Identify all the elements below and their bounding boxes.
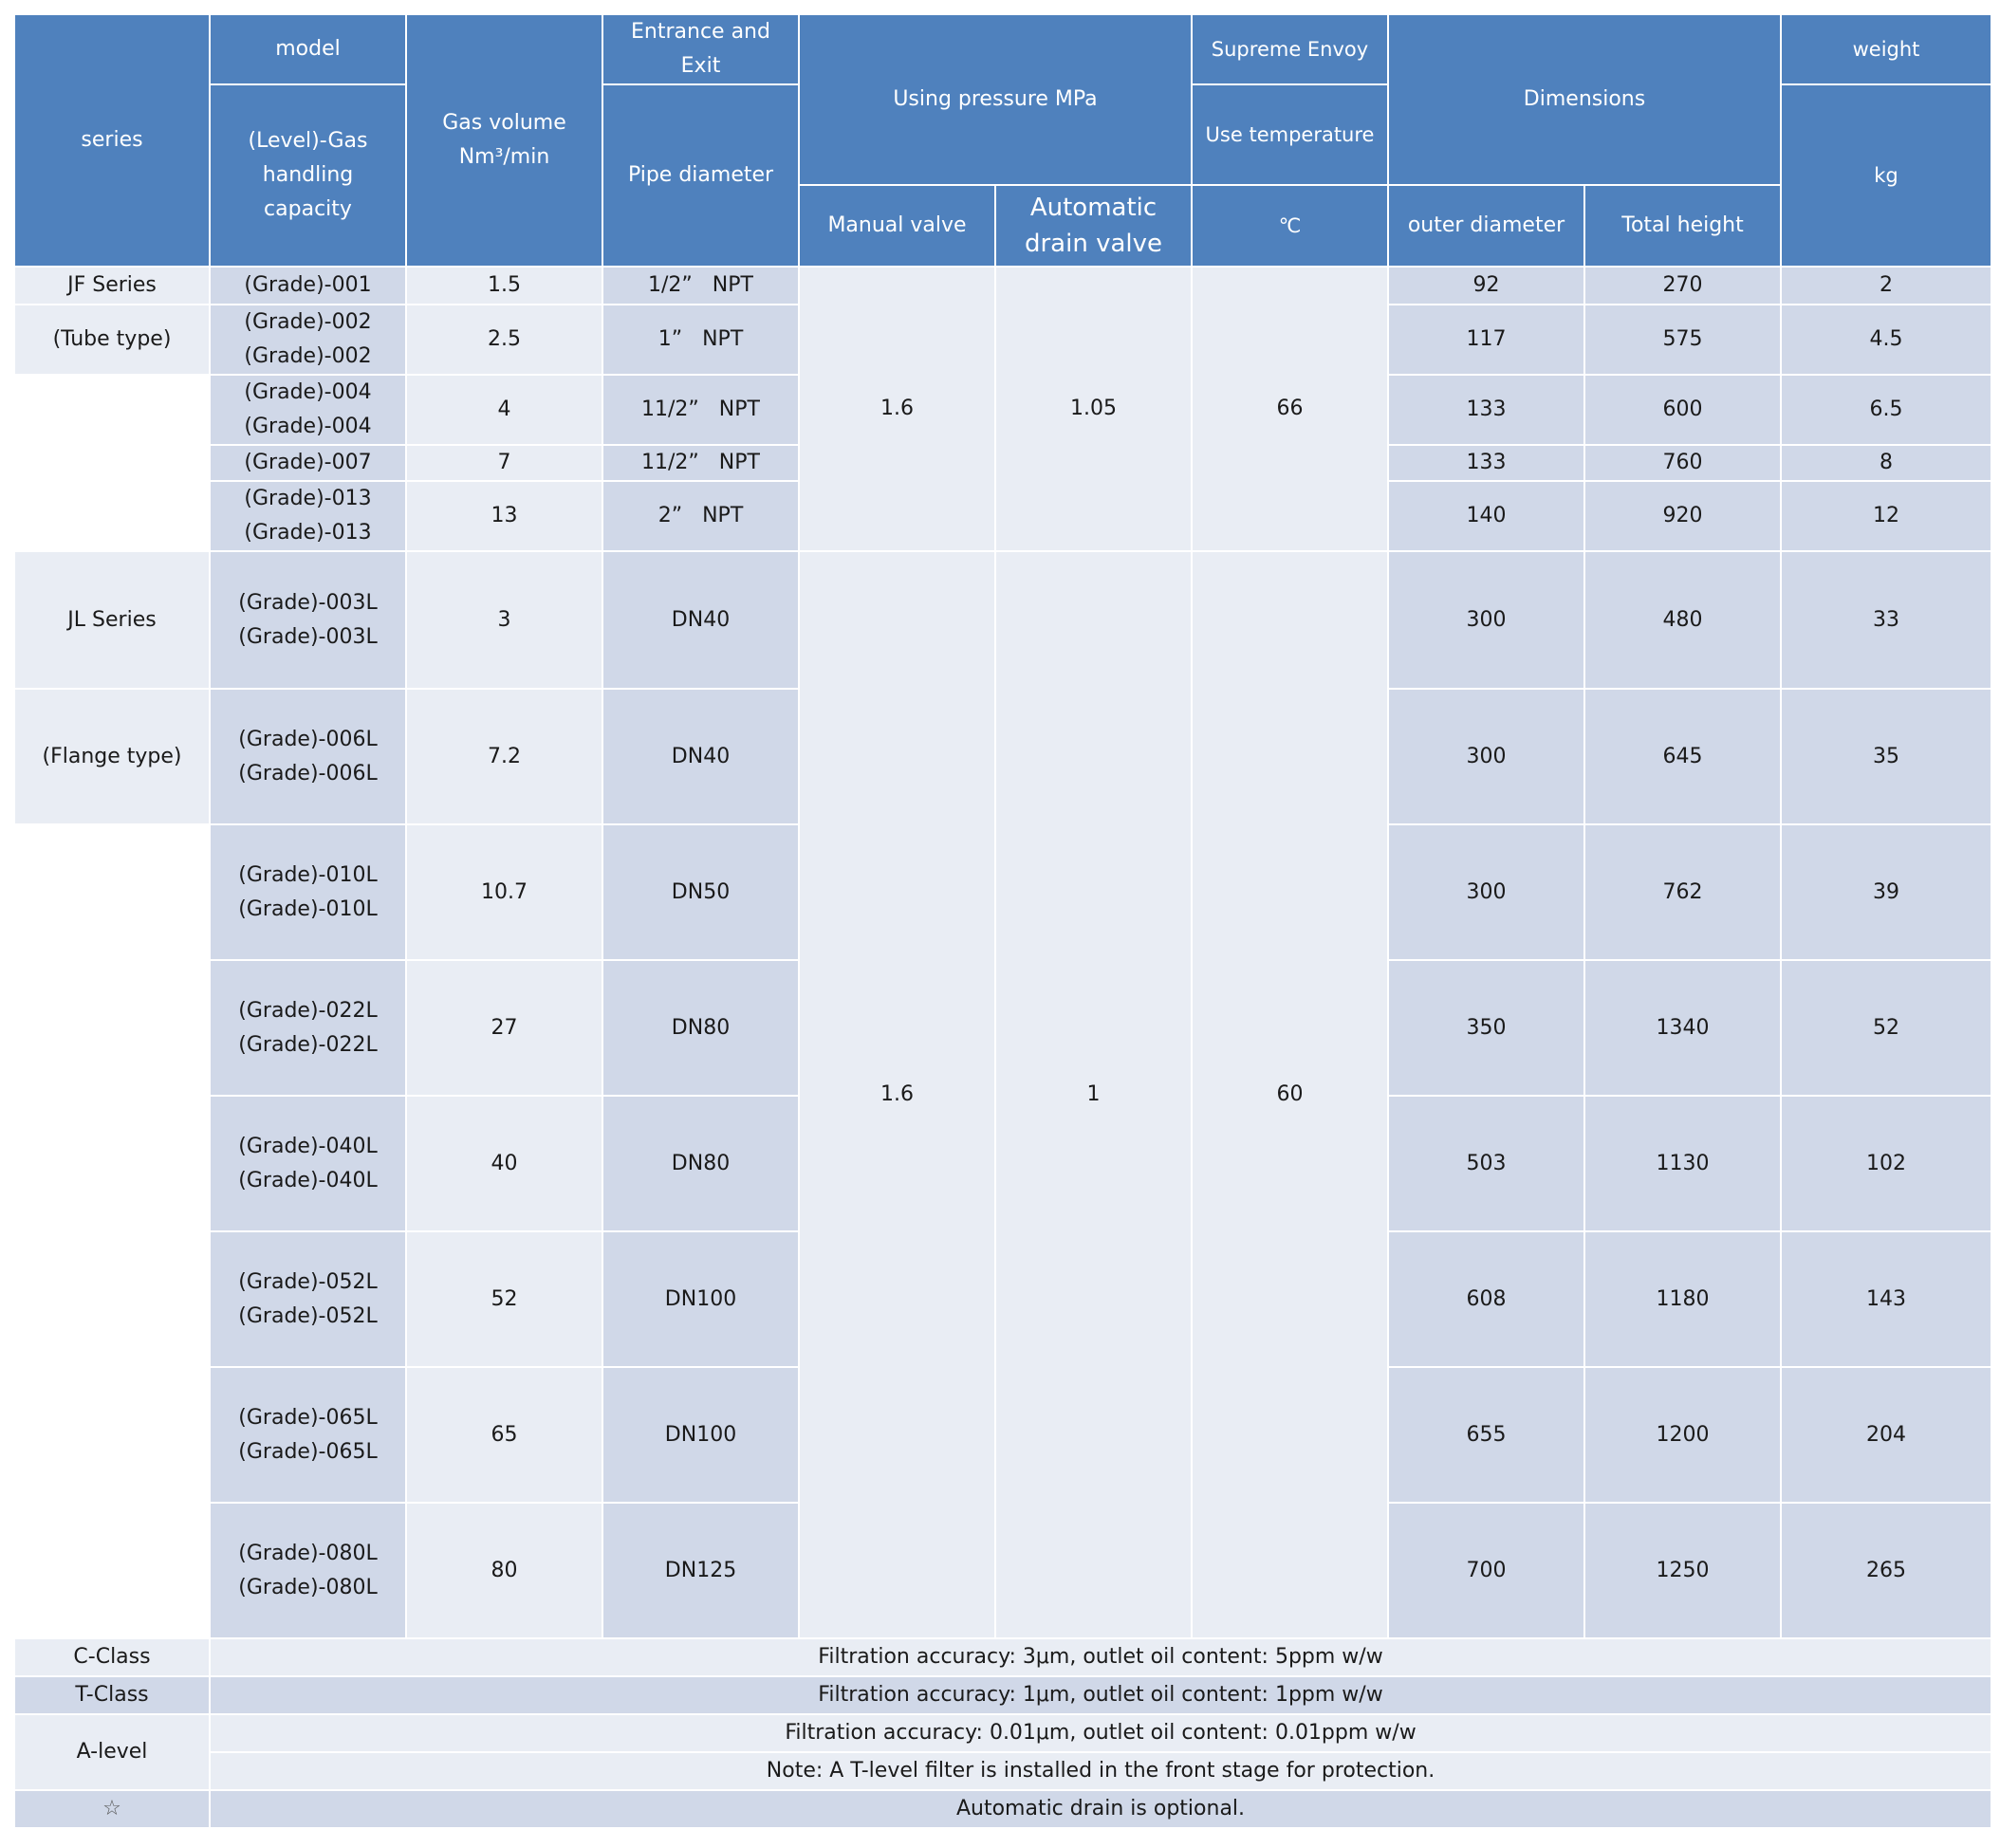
- pipe-cell: DN40: [602, 689, 799, 824]
- model-line: (Grade)-040L: [238, 1168, 378, 1192]
- model-cell: (Grade)-001: [210, 267, 406, 305]
- gas-cell: 52: [406, 1231, 602, 1367]
- model-cell: [210, 689, 406, 824]
- height-cell: 480: [1584, 551, 1781, 689]
- weight-cell: 143: [1781, 1231, 1991, 1367]
- jf-auto-drain-cell: 1.05: [995, 267, 1192, 551]
- height-cell: 1250: [1584, 1503, 1781, 1638]
- jf-manual-valve-cell: 1.6: [799, 267, 995, 551]
- weight-cell: 102: [1781, 1096, 1991, 1231]
- pipe-cell: 11/2” NPT: [602, 375, 799, 445]
- table-row: [14, 551, 1991, 689]
- model-line: (Grade)-052L: [238, 1303, 378, 1328]
- od-cell: 300: [1388, 689, 1584, 824]
- jl-manual-valve-cell: 1.6: [799, 551, 995, 1638]
- weight-cell: 6.5: [1781, 375, 1991, 445]
- height-cell: 1130: [1584, 1096, 1781, 1231]
- note-row-star: [14, 1790, 1991, 1828]
- od-cell: 700: [1388, 1503, 1584, 1638]
- header-supreme-envoy: Supreme Envoy: [1192, 14, 1388, 84]
- header-gas-volume-unit: Nm³/min: [458, 145, 550, 169]
- model-line: (Grade)-003L: [238, 624, 378, 649]
- gas-cell: 3: [406, 551, 602, 689]
- header-pipe-diameter: Pipe diameter: [602, 84, 799, 267]
- weight-cell: 12: [1781, 481, 1991, 551]
- gas-cell: 13: [406, 481, 602, 551]
- star-icon: ☆: [14, 1790, 210, 1828]
- header-series: series: [14, 14, 210, 267]
- spec-table: [13, 13, 1992, 1829]
- od-cell: 350: [1388, 960, 1584, 1096]
- height-cell: 920: [1584, 481, 1781, 551]
- height-cell: 1340: [1584, 960, 1781, 1096]
- series-blank-cell: [14, 375, 210, 551]
- model-line: (Grade)-002: [244, 344, 372, 368]
- a-level-label: A-level: [14, 1714, 210, 1790]
- c-class-text: Filtration accuracy: 3μm, outlet oil content: 5ppm w/w: [210, 1638, 1991, 1676]
- model-line: (Grade)-040L: [238, 1134, 378, 1158]
- model-line: (Grade)-080L: [238, 1575, 378, 1599]
- series-type-cell: (Flange type): [14, 689, 210, 824]
- height-cell: 762: [1584, 824, 1781, 960]
- gas-cell: 10.7: [406, 824, 602, 960]
- model-line: (Grade)-006L: [238, 761, 378, 785]
- height-cell: 575: [1584, 305, 1781, 375]
- model-cell: [210, 1503, 406, 1638]
- header-weight: weight: [1781, 14, 1991, 84]
- series-type-cell: (Tube type): [14, 305, 210, 375]
- weight-cell: 8: [1781, 445, 1991, 481]
- pipe-cell: DN100: [602, 1231, 799, 1367]
- gas-cell: 27: [406, 960, 602, 1096]
- pipe-cell: 1/2” NPT: [602, 267, 799, 305]
- header-auto-drain: Automatic drain valve: [995, 185, 1192, 267]
- header-manual-valve: Manual valve: [799, 185, 995, 267]
- header-gas-volume-label: Gas volume: [442, 111, 566, 135]
- model-line: (Grade)-006L: [238, 727, 378, 751]
- od-cell: 133: [1388, 375, 1584, 445]
- header-dimensions: Dimensions: [1388, 14, 1781, 185]
- gas-cell: 7.2: [406, 689, 602, 824]
- model-line: (Grade)-010L: [238, 862, 378, 887]
- pipe-cell: 1” NPT: [602, 305, 799, 375]
- gas-cell: 7: [406, 445, 602, 481]
- weight-cell: 35: [1781, 689, 1991, 824]
- od-cell: 300: [1388, 824, 1584, 960]
- header-model-sub: (Level)-Gas handling capacity: [210, 84, 406, 267]
- model-line: (Grade)-010L: [238, 896, 378, 921]
- weight-cell: 265: [1781, 1503, 1991, 1638]
- model-line: (Grade)-002: [244, 310, 372, 334]
- weight-cell: 204: [1781, 1367, 1991, 1503]
- pipe-cell: DN80: [602, 1096, 799, 1231]
- model-cell: [210, 551, 406, 689]
- model-cell: [210, 481, 406, 551]
- weight-cell: 39: [1781, 824, 1991, 960]
- pipe-cell: DN50: [602, 824, 799, 960]
- model-line: (Grade)-003L: [238, 590, 378, 615]
- jl-auto-drain-cell: 1: [995, 551, 1192, 1638]
- model-line: (Grade)-013: [244, 521, 372, 545]
- model-cell: [210, 375, 406, 445]
- gas-cell: 2.5: [406, 305, 602, 375]
- height-cell: 1180: [1584, 1231, 1781, 1367]
- star-note-text: Automatic drain is optional.: [210, 1790, 1991, 1828]
- note-row-t-class: [14, 1676, 1991, 1714]
- model-line: (Grade)-022L: [238, 998, 378, 1023]
- header-row-1: [14, 14, 1991, 84]
- header-use-temperature: Use temperature: [1192, 84, 1388, 185]
- od-cell: 655: [1388, 1367, 1584, 1503]
- pipe-cell: DN100: [602, 1367, 799, 1503]
- t-class-text: Filtration accuracy: 1μm, outlet oil content: 1ppm w/w: [210, 1676, 1991, 1714]
- height-cell: 270: [1584, 267, 1781, 305]
- weight-cell: 52: [1781, 960, 1991, 1096]
- header-gas-volume: [406, 14, 602, 267]
- pipe-cell: DN80: [602, 960, 799, 1096]
- note-row-c-class: [14, 1638, 1991, 1676]
- weight-cell: 4.5: [1781, 305, 1991, 375]
- model-cell: [210, 1096, 406, 1231]
- c-class-label: C-Class: [14, 1638, 210, 1676]
- pipe-cell: 11/2” NPT: [602, 445, 799, 481]
- note-row-a-level-note: [14, 1752, 1991, 1790]
- od-cell: 117: [1388, 305, 1584, 375]
- od-cell: 133: [1388, 445, 1584, 481]
- weight-cell: 2: [1781, 267, 1991, 305]
- model-cell: [210, 1231, 406, 1367]
- series-cell: JF Series: [14, 267, 210, 305]
- weight-cell: 33: [1781, 551, 1991, 689]
- od-cell: 300: [1388, 551, 1584, 689]
- header-outer-diameter: outer diameter: [1388, 185, 1584, 267]
- gas-cell: 80: [406, 1503, 602, 1638]
- model-cell: (Grade)-007: [210, 445, 406, 481]
- header-weight-unit: kg: [1781, 84, 1991, 267]
- model-cell: [210, 824, 406, 960]
- header-temp-unit: ℃: [1192, 185, 1388, 267]
- note-row-a-level: [14, 1714, 1991, 1752]
- model-cell: [210, 305, 406, 375]
- model-cell: [210, 1367, 406, 1503]
- pipe-cell: DN40: [602, 551, 799, 689]
- model-line: (Grade)-013: [244, 487, 372, 510]
- table-row: [14, 267, 1991, 305]
- gas-cell: 1.5: [406, 267, 602, 305]
- od-cell: 503: [1388, 1096, 1584, 1231]
- height-cell: 600: [1584, 375, 1781, 445]
- model-line: (Grade)-065L: [238, 1439, 378, 1464]
- height-cell: 760: [1584, 445, 1781, 481]
- od-cell: 608: [1388, 1231, 1584, 1367]
- model-line: (Grade)-004: [244, 380, 372, 404]
- pipe-cell: 2” NPT: [602, 481, 799, 551]
- od-cell: 140: [1388, 481, 1584, 551]
- series-blank-cell: [14, 824, 210, 1638]
- model-line: (Grade)-052L: [238, 1269, 378, 1294]
- height-cell: 1200: [1584, 1367, 1781, 1503]
- pipe-cell: DN125: [602, 1503, 799, 1638]
- od-cell: 92: [1388, 267, 1584, 305]
- model-line: (Grade)-004: [244, 415, 372, 438]
- a-level-note-text: Note: A T-level filter is installed in the front stage for protection.: [210, 1752, 1991, 1790]
- height-cell: 645: [1584, 689, 1781, 824]
- model-cell: [210, 960, 406, 1096]
- header-using-pressure: Using pressure MPa: [799, 14, 1192, 185]
- jf-temperature-cell: 66: [1192, 267, 1388, 551]
- header-model: model: [210, 14, 406, 84]
- spec-table-container: [13, 13, 1987, 1829]
- series-cell: JL Series: [14, 551, 210, 689]
- gas-cell: 65: [406, 1367, 602, 1503]
- gas-cell: 40: [406, 1096, 602, 1231]
- model-line: (Grade)-080L: [238, 1541, 378, 1565]
- header-total-height: Total height: [1584, 185, 1781, 267]
- model-line: (Grade)-065L: [238, 1405, 378, 1430]
- header-entrance-exit: Entrance and Exit: [602, 14, 799, 84]
- t-class-label: T-Class: [14, 1676, 210, 1714]
- gas-cell: 4: [406, 375, 602, 445]
- model-line: (Grade)-022L: [238, 1032, 378, 1057]
- jl-temperature-cell: 60: [1192, 551, 1388, 1638]
- a-level-text: Filtration accuracy: 0.01μm, outlet oil content: 0.01ppm w/w: [210, 1714, 1991, 1752]
